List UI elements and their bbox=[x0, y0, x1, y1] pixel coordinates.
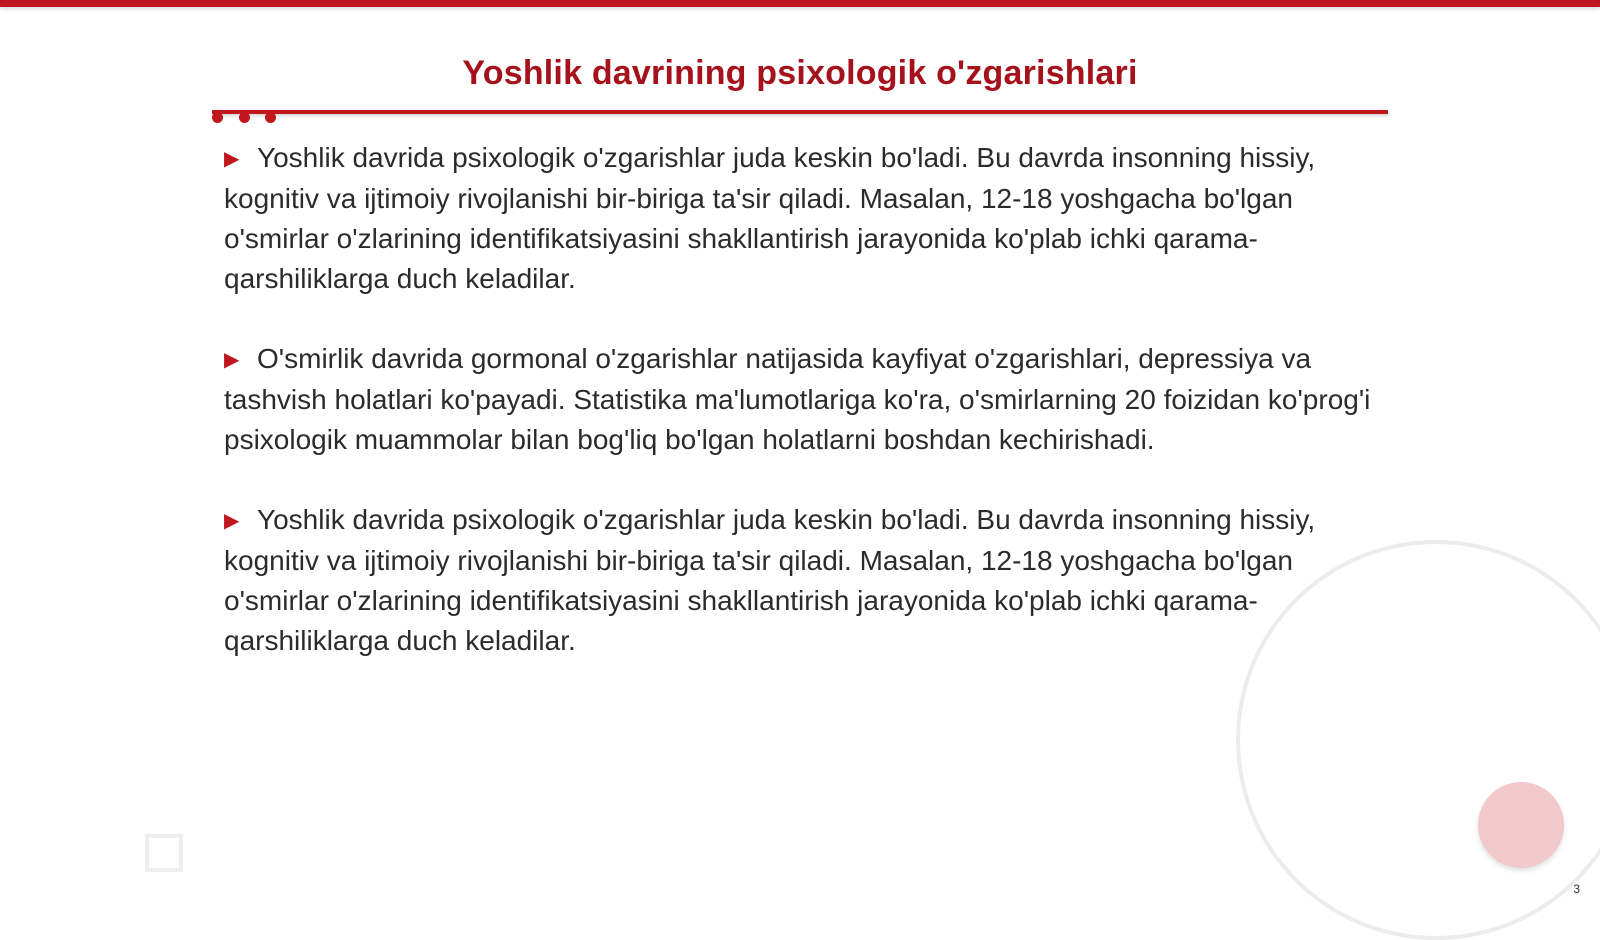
bullet-item bbox=[224, 138, 1374, 299]
top-accent-bar bbox=[0, 0, 1600, 7]
decorative-square bbox=[145, 834, 183, 872]
bullet-text: Yoshlik davrida psixologik o'zgarishlar juda keskin bo'ladi. Bu davrda insonning hissiy, kognitiv va ijtimoiy rivojlanishi bir-biriga ta'sir qiladi. Masalan, 12-18 yoshgacha bo'lgan o'smirlar o'zlarining identifikatsiyasini shakllantirish jarayonida ko'plab ichki qarama-qarshiliklarga duch keladilar. bbox=[224, 142, 1316, 294]
decorative-dot bbox=[265, 112, 276, 123]
bullet-item bbox=[224, 339, 1374, 460]
slide-title: Yoshlik davrining psixologik o'zgarishlari bbox=[462, 54, 1138, 92]
bullet-text: O'smirlik davrida gormonal o'zgarishlar natijasida kayfiyat o'zgarishlari, depressiya va tashvish holatlari ko'payadi. Statistika ma'lumotlariga ko'ra, o'smirlarning 20 foizidan ko'prog'i psixologik muammolar bilan bog'liq bo'lgan holatlarni boshdan kechirishadi. bbox=[224, 343, 1371, 455]
decorative-dot bbox=[212, 112, 223, 123]
decorative-dot bbox=[239, 112, 250, 123]
bullet-list bbox=[224, 138, 1374, 701]
triangle-right-icon: ▶ bbox=[224, 510, 240, 532]
title-underline bbox=[212, 110, 1388, 114]
triangle-right-icon: ▶ bbox=[224, 148, 240, 170]
bullet-item bbox=[224, 500, 1374, 661]
decorative-circle bbox=[1478, 782, 1564, 868]
triangle-right-icon: ▶ bbox=[224, 349, 240, 371]
page-number: 3 bbox=[1573, 882, 1580, 896]
bullet-text: Yoshlik davrida psixologik o'zgarishlar juda keskin bo'ladi. Bu davrda insonning hissiy, kognitiv va ijtimoiy rivojlanishi bir-biriga ta'sir qiladi. Masalan, 12-18 yoshgacha bo'lgan o'smirlar o'zlarining identifikatsiyasini shakllantirish jarayonida ko'plab ichki qarama-qarshiliklarga duch keladilar. bbox=[224, 504, 1316, 656]
